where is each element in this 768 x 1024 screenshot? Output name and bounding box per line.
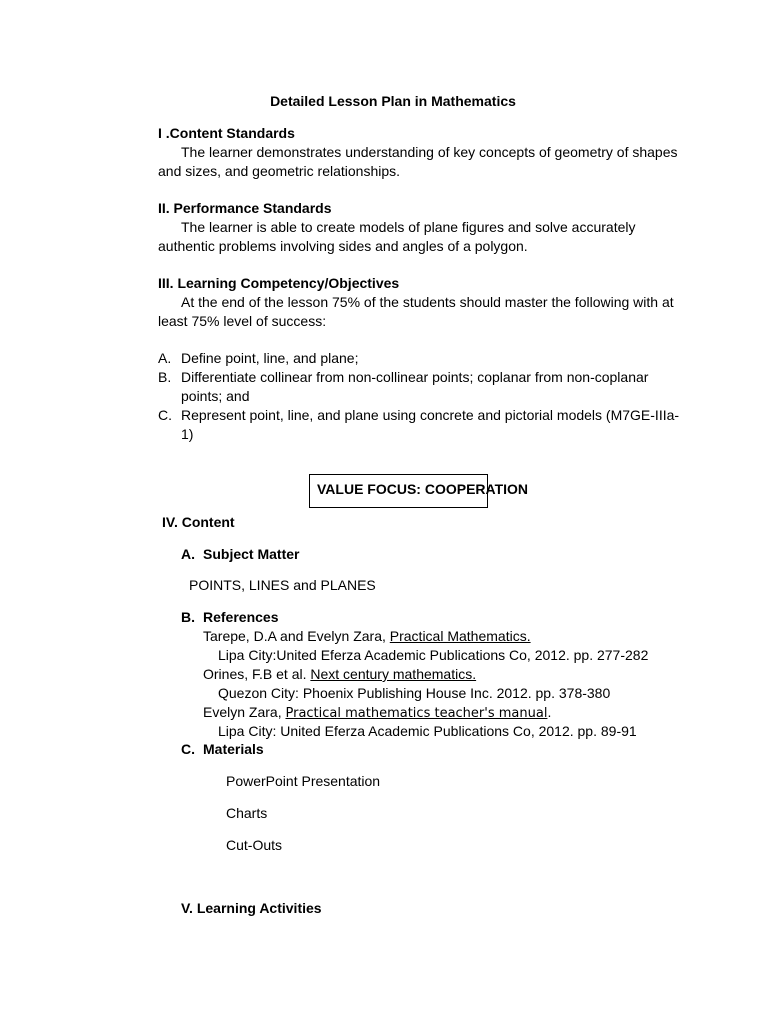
objective-c-text-line2: 1) xyxy=(181,426,194,442)
material-item-powerpoint: PowerPoint Presentation xyxy=(226,773,381,789)
subject-matter-heading: Subject Matter xyxy=(203,546,300,562)
reference-2-author: Orines, F.B et al. xyxy=(203,666,311,682)
learning-competency-heading: III. Learning Competency/Objectives xyxy=(158,275,400,291)
performance-standards-text-line2: authentic problems involving sides and angles of a polygon. xyxy=(158,238,528,254)
reference-1-citation xyxy=(203,627,531,645)
content-standards-text-line2: and sizes, and geometric relationships. xyxy=(158,163,401,179)
references-marker: B. xyxy=(181,609,195,625)
content-heading: IV. Content xyxy=(162,514,235,530)
document-title: Detailed Lesson Plan in Mathematics xyxy=(270,93,516,109)
materials-marker: C. xyxy=(181,741,195,757)
reference-3-period: . xyxy=(547,704,552,720)
reference-1-publisher: Lipa City:United Eferza Academic Publications Co, 2012. pp. 277-282 xyxy=(218,647,649,663)
performance-standards-text-line1: The learner is able to create models of plane figures and solve accurately xyxy=(181,219,636,235)
content-standards-text-line1: The learner demonstrates understanding of key concepts of geometry of shapes xyxy=(181,144,678,160)
content-standards-heading: I .Content Standards xyxy=(158,125,295,141)
objective-c-text-line1: Represent point, line, and plane using concrete and pictorial models (M7GE-IIIa- xyxy=(181,407,680,423)
reference-3-author: Evelyn Zara, xyxy=(203,704,286,720)
objective-marker-c: C. xyxy=(158,407,172,423)
learning-activities-heading: V. Learning Activities xyxy=(181,900,322,916)
reference-1-title: Practical Mathematics. xyxy=(389,628,531,644)
objective-a-text: Define point, line, and plane; xyxy=(181,350,359,366)
value-focus-text: VALUE FOCUS: COOPERATION xyxy=(317,481,529,497)
subject-matter-text: POINTS, LINES and PLANES xyxy=(189,577,376,593)
reference-2-publisher: Quezon City: Phoenix Publishing House Inc. 2012. pp. 378-380 xyxy=(218,685,611,701)
material-item-charts: Charts xyxy=(226,805,268,821)
objective-marker-a: A. xyxy=(158,350,172,366)
subject-matter-marker: A. xyxy=(181,546,195,562)
reference-2-title: Next century mathematics. xyxy=(310,666,477,682)
learning-competency-text-line1: At the end of the lesson 75% of the students should master the following with at xyxy=(181,294,674,310)
references-heading: References xyxy=(203,609,279,625)
reference-3-publisher: Lipa City: United Eferza Academic Publications Co, 2012. pp. 89-91 xyxy=(218,723,637,739)
performance-standards-heading: II. Performance Standards xyxy=(158,200,332,216)
objective-b-text-line2: points; and xyxy=(181,388,250,404)
objective-b-text-line1: Differentiate collinear from non-collinear points; coplanar from non-coplanar xyxy=(181,369,649,385)
reference-3-title: Practical mathematics teacher's manual xyxy=(285,706,548,721)
reference-3-citation xyxy=(203,703,551,723)
material-item-cutouts: Cut-Outs xyxy=(226,837,283,853)
reference-2-citation xyxy=(203,665,476,683)
learning-competency-text-line2: least 75% level of success: xyxy=(158,313,327,329)
objective-marker-b: B. xyxy=(158,369,172,385)
materials-heading: Materials xyxy=(203,741,264,757)
reference-1-author: Tarepe, D.A and Evelyn Zara, xyxy=(203,628,390,644)
